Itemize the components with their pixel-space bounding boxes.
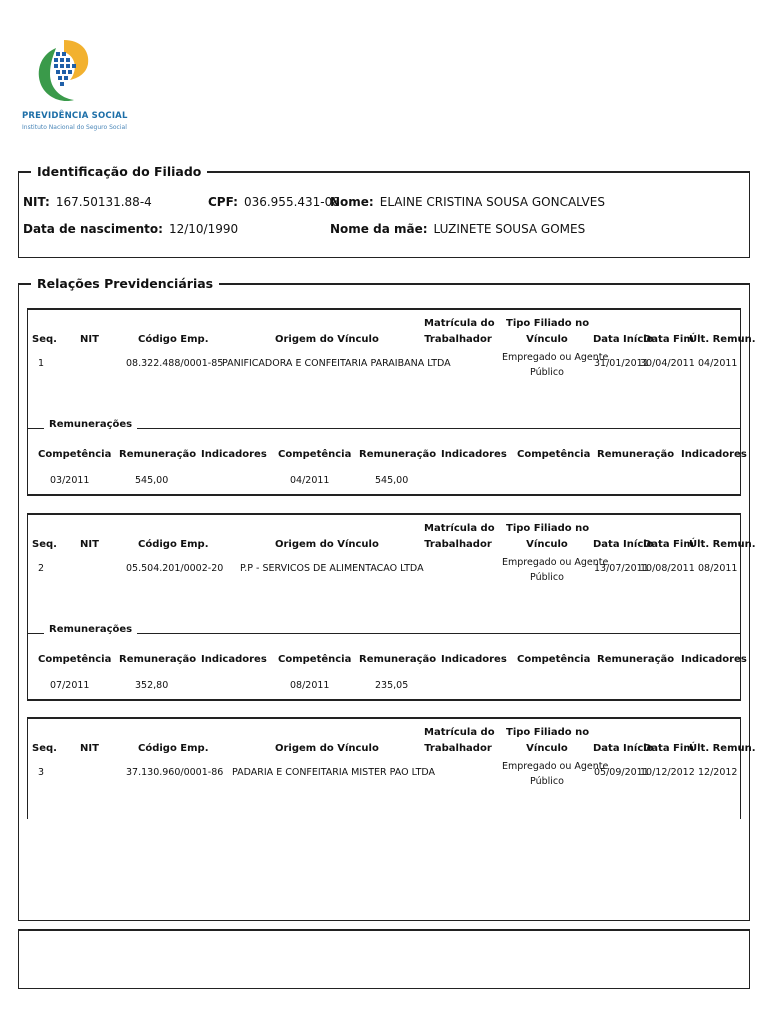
tipo-header-line1: Tipo Filiado no [506, 727, 590, 738]
codigo-header: Código Emp. [138, 539, 209, 550]
ult-header: Últ. Remun. [689, 743, 756, 754]
tipo-header-line2: Vínculo [526, 334, 568, 345]
inicio-header: Data Início [593, 539, 654, 550]
codigo-header: Código Emp. [138, 743, 209, 754]
remuneracoes-legend: Remunerações [44, 419, 137, 430]
identificacao-legend: Identificação do Filiado [31, 164, 207, 179]
previdencia-logo [20, 38, 128, 140]
origem-value: PADARIA E CONFEITARIA MISTER PAO LTDA [232, 767, 436, 778]
vinculo-record [27, 717, 756, 819]
fim-header: Data Fim [643, 334, 694, 345]
nascimento-label: Data de nascimento: [23, 222, 163, 236]
tipo-value-line1: Empregado ou Agente [502, 761, 609, 772]
matricula-header-line2: Trabalhador [424, 743, 492, 754]
nit-header: NIT [80, 334, 99, 345]
tipo-value [502, 759, 609, 789]
seq-value: 1 [38, 358, 45, 369]
tipo-header [506, 316, 588, 348]
competencia-value: 04/2011 [290, 475, 330, 486]
remuneracoes-legend: Remunerações [44, 624, 137, 635]
indicadores-header: Indicadores [441, 654, 507, 665]
seq-value: 2 [38, 563, 45, 574]
origem-value: PANIFICADORA E CONFEITARIA PARAIBANA LTDA [222, 358, 451, 369]
ult-header: Últ. Remun. [689, 334, 756, 345]
footer-box [18, 929, 750, 989]
matricula-header [424, 725, 495, 757]
tipo-value-line1: Empregado ou Agente [502, 352, 609, 363]
inicio-value: 31/01/2011 [594, 358, 649, 369]
nome-label: Nome: [330, 195, 374, 209]
vinculo-record [27, 308, 756, 496]
nit-header: NIT [80, 539, 99, 550]
competencia-value: 07/2011 [50, 680, 90, 691]
competencia-header: Competência [38, 654, 112, 665]
tipo-header-line1: Tipo Filiado no [506, 523, 590, 534]
logo-subtitle: Instituto Nacional do Seguro Social [22, 124, 127, 131]
indicadores-header: Indicadores [681, 654, 747, 665]
tipo-header [506, 725, 588, 757]
remuneracao-header: Remuneração [119, 449, 197, 460]
fim-value: 30/04/2011 [640, 358, 695, 369]
inicio-value: 13/07/2011 [594, 563, 649, 574]
ult-value: 12/2012 [698, 767, 738, 778]
remuneracao-header: Remuneração [597, 654, 675, 665]
cpf-value: 036.955.431-08 [243, 195, 340, 209]
indicadores-header: Indicadores [201, 654, 267, 665]
remuneracao-value: 545,00 [135, 475, 169, 486]
origem-value: P.P - SERVICOS DE ALIMENTACAO LTDA [240, 563, 424, 574]
cpf-label: CPF: [208, 195, 238, 209]
nome-value: ELAINE CRISTINA SOUSA GONCALVES [379, 195, 605, 209]
competencia-header: Competência [278, 449, 352, 460]
competencia-header: Competência [278, 654, 352, 665]
nit-row [23, 195, 152, 209]
tipo-header-line1: Tipo Filiado no [506, 318, 590, 329]
fim-value: 10/08/2011 [640, 563, 695, 574]
fim-value: 10/12/2012 [640, 767, 695, 778]
tipo-value-line1: Empregado ou Agente [502, 557, 609, 568]
tipo-header-line2: Vínculo [526, 743, 568, 754]
logo-brand-text: PREVIDÊNCIA SOCIAL [22, 111, 128, 121]
nascimento-value: 12/10/1990 [168, 222, 239, 236]
tipo-value-line2: Público [530, 776, 564, 787]
codigo-value: 05.504.201/0002-20 [126, 563, 224, 574]
inicio-header: Data Início [593, 743, 654, 754]
seq-header: Seq. [32, 539, 57, 550]
remuneracao-value: 545,00 [375, 475, 409, 486]
seq-header: Seq. [32, 334, 57, 345]
tipo-value-line2: Público [530, 367, 564, 378]
indicadores-header: Indicadores [441, 449, 507, 460]
mae-row [330, 222, 585, 236]
seq-header: Seq. [32, 743, 57, 754]
tipo-value-line2: Público [530, 572, 564, 583]
indicadores-header: Indicadores [681, 449, 747, 460]
competencia-value: 08/2011 [290, 680, 330, 691]
remuneracao-value: 235,05 [375, 680, 409, 691]
matricula-header-line2: Trabalhador [424, 539, 492, 550]
mae-label: Nome da mãe: [330, 222, 428, 236]
seq-value: 3 [38, 767, 45, 778]
nit-label: NIT: [23, 195, 50, 209]
tipo-header-line2: Vínculo [526, 539, 568, 550]
nascimento-row [23, 222, 238, 236]
tipo-value [502, 555, 609, 585]
matricula-header-line1: Matrícula do [424, 727, 495, 738]
matricula-header-line2: Trabalhador [424, 334, 492, 345]
remuneracao-header: Remuneração [597, 449, 675, 460]
origem-header: Origem do Vínculo [275, 539, 379, 550]
remuneracao-value: 352,80 [135, 680, 169, 691]
competencia-header: Competência [517, 449, 591, 460]
origem-header: Origem do Vínculo [275, 743, 379, 754]
previdencia-emblem-icon [34, 38, 94, 106]
ult-value: 04/2011 [698, 358, 738, 369]
ult-value: 08/2011 [698, 563, 738, 574]
nit-header: NIT [80, 743, 99, 754]
remuneracao-header: Remuneração [119, 654, 197, 665]
nit-value: 167.50131.88-4 [55, 195, 152, 209]
indicadores-header: Indicadores [201, 449, 267, 460]
tipo-value [502, 350, 609, 380]
relacoes-legend: Relações Previdenciárias [31, 276, 219, 291]
fim-header: Data Fim [643, 743, 694, 754]
matricula-header [424, 521, 495, 553]
competencia-value: 03/2011 [50, 475, 90, 486]
nome-row [330, 195, 605, 209]
matricula-header-line1: Matrícula do [424, 523, 495, 534]
inicio-header: Data Início [593, 334, 654, 345]
codigo-value: 08.322.488/0001-85 [126, 358, 224, 369]
vinculo-record [27, 513, 756, 701]
competencia-header: Competência [517, 654, 591, 665]
competencia-header: Competência [38, 449, 112, 460]
codigo-header: Código Emp. [138, 334, 209, 345]
matricula-header [424, 316, 495, 348]
origem-header: Origem do Vínculo [275, 334, 379, 345]
remuneracao-header: Remuneração [359, 449, 437, 460]
codigo-value: 37.130.960/0001-86 [126, 767, 224, 778]
mae-value: LUZINETE SOUSA GOMES [433, 222, 586, 236]
tipo-header [506, 521, 588, 553]
cpf-row [208, 195, 340, 209]
fim-header: Data Fim [643, 539, 694, 550]
matricula-header-line1: Matrícula do [424, 318, 495, 329]
ult-header: Últ. Remun. [689, 539, 756, 550]
identificacao-fieldset [18, 164, 750, 258]
remuneracao-header: Remuneração [359, 654, 437, 665]
inicio-value: 05/09/2011 [594, 767, 649, 778]
